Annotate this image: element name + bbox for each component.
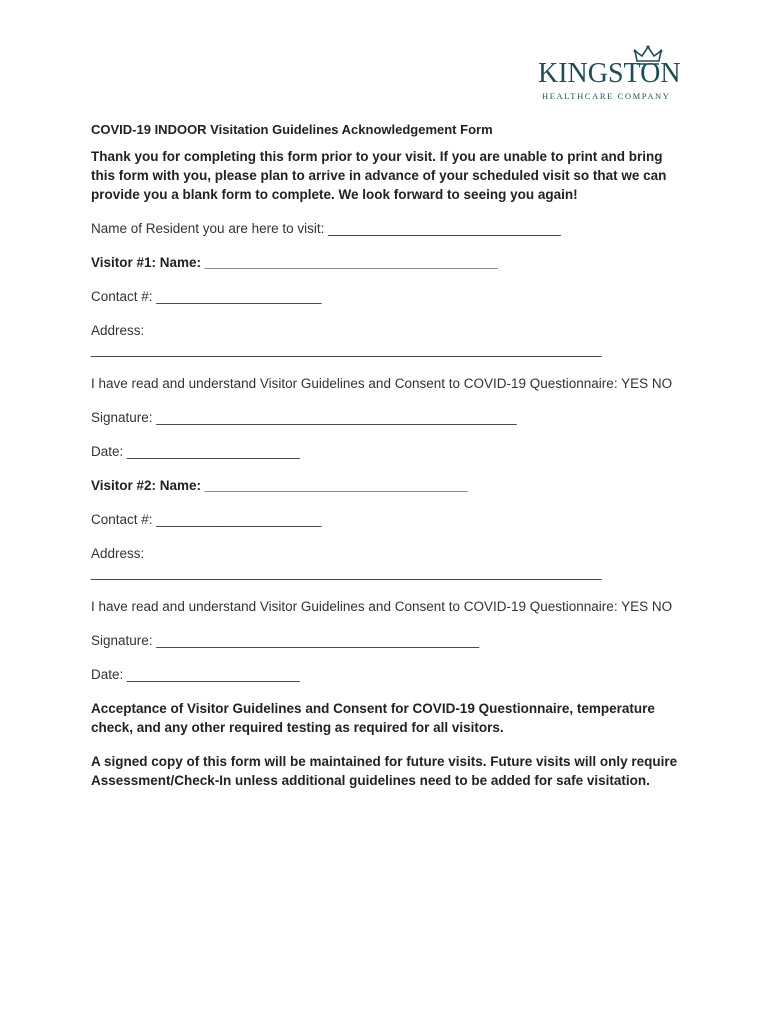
visitor1-name-field[interactable]: Visitor #1: Name: _______________________________________ [91, 255, 498, 270]
resident-name-field[interactable]: Name of Resident you are here to visit: _______________________________ [91, 221, 561, 236]
logo-tagline: HEALTHCARE COMPANY [542, 91, 671, 101]
signed-copy-paragraph: A signed copy of this form will be maintained for future visits. Future visits will only require Assessment/Check-In unless additional guidelines need to be added for safe visitation. [91, 754, 678, 788]
visitor1-address-field[interactable] [91, 321, 681, 359]
intro-paragraph: Thank you for completing this form prior to your visit. If you are unable to print and bring this form with you, please plan to arrive in advance of your scheduled visit so that we can provide you a blank form to complete. We look forward to seeing you again! [91, 149, 667, 202]
visitor2-address-field[interactable] [91, 544, 681, 582]
company-logo [530, 44, 690, 104]
visitor2-date-field[interactable]: Date: _______________________ [91, 667, 300, 682]
visitor2-signature-field[interactable]: Signature: ___________________________________________ [91, 633, 480, 648]
logo-wordmark: KINGSTON [538, 58, 681, 89]
visitor2-name-field[interactable]: Visitor #2: Name: ___________________________________ [91, 478, 468, 493]
visitor2-address-line[interactable]: ____________________________________________________________________ [91, 565, 602, 580]
visitor2-contact-field[interactable]: Contact #: ______________________ [91, 512, 322, 527]
form-body [91, 120, 681, 805]
visitor1-address-label: Address: [91, 323, 145, 338]
form-title: COVID-19 INDOOR Visitation Guidelines Acknowledgement Form [91, 122, 493, 137]
visitor1-contact-field[interactable]: Contact #: ______________________ [91, 289, 322, 304]
visitor1-address-line[interactable]: ____________________________________________________________________ [91, 342, 602, 357]
acceptance-paragraph: Acceptance of Visitor Guidelines and Consent for COVID-19 Questionnaire, temperature check, and any other required testing as required for all visitors. [91, 701, 655, 735]
visitor2-address-label: Address: [91, 546, 145, 561]
visitor1-consent-statement[interactable]: I have read and understand Visitor Guidelines and Consent to COVID-19 Questionnaire: YES NO [91, 376, 673, 391]
visitor1-date-field[interactable]: Date: _______________________ [91, 444, 300, 459]
visitor2-consent-statement[interactable]: I have read and understand Visitor Guidelines and Consent to COVID-19 Questionnaire: YES NO [91, 599, 673, 614]
visitor1-signature-field[interactable]: Signature: ________________________________________________ [91, 410, 517, 425]
